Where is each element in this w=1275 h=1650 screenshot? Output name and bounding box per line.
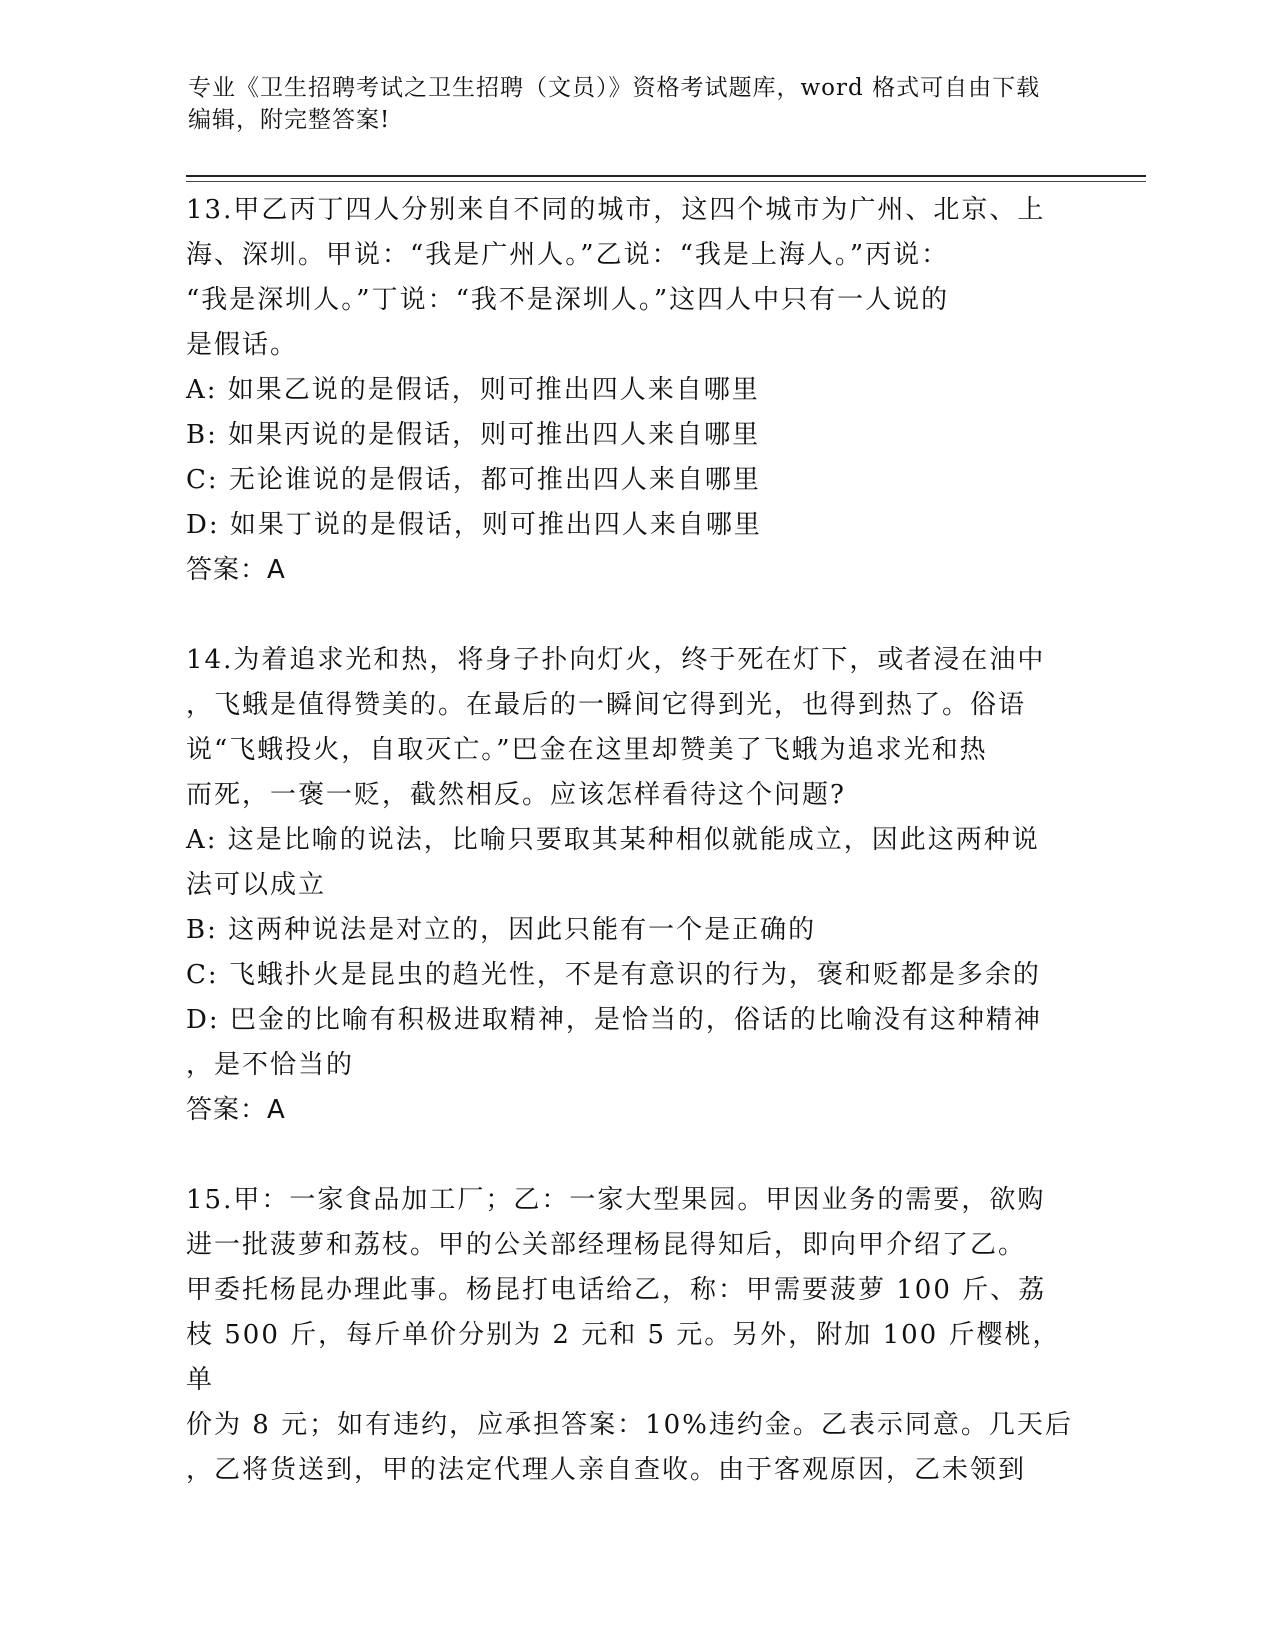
header-divider-thick: [186, 175, 1146, 177]
question-text-line: 13.甲乙丙丁四人分别来自不同的城市，这四个城市为广州、北京、上: [186, 195, 1046, 225]
question-text-line: ，飞蛾是值得赞美的。在最后的一瞬间它得到光，也得到热了。俗语: [186, 690, 1027, 720]
question-14: [186, 638, 1076, 1133]
question-text-line: 枝 500 斤，每斤单价分别为 2 元和 5 元。另外，附加 100 斤樱桃，单: [186, 1320, 1061, 1395]
question-text-line: 说“飞蛾投火，自取灭亡。”巴金在这里却赞美了飞蛾为追求光和热: [186, 735, 988, 765]
option-a: A: 这是比喻的说法，比喻只要取其某种相似就能成立，因此这两种说: [186, 825, 1040, 855]
question-text-line: “我是深圳人。”丁说：“我不是深圳人。”这四人中只有一人说的: [186, 285, 950, 315]
question-list: [186, 188, 1076, 1493]
option-d: D: 巴金的比喻有积极进取精神，是恰当的，俗话的比喻没有这种精神: [186, 1005, 1042, 1035]
question-text-line: 甲委托杨昆办理此事。杨昆打电话给乙，称：甲需要菠萝 100 斤、荔: [186, 1275, 1047, 1305]
option-a: A: 如果乙说的是假话，则可推出四人来自哪里: [186, 375, 760, 405]
question-13: [186, 188, 1076, 593]
question-text-line: 是假话。: [186, 330, 299, 360]
page-header: [188, 72, 1068, 136]
question-15: [186, 1178, 1076, 1493]
question-text-line: 14.为着追求光和热，将身子扑向灯火，终于死在灯下，或者浸在油中: [186, 645, 1046, 675]
option-c: C: 无论谁说的是假话，都可推出四人来自哪里: [186, 465, 761, 495]
option-d-continued: ，是不恰当的: [186, 1050, 355, 1080]
answer-line: 答案：A: [186, 555, 286, 585]
option-b: B: 这两种说法是对立的，因此只能有一个是正确的: [186, 915, 817, 945]
header-line-2: 编辑，附完整答案!: [188, 107, 391, 133]
option-d: D: 如果丁说的是假话，则可推出四人来自哪里: [186, 510, 762, 540]
question-text-line: 价为 8 元；如有违约，应承担答案：10%违约金。乙表示同意。几天后: [186, 1410, 1073, 1440]
option-b: B: 如果丙说的是假话，则可推出四人来自哪里: [186, 420, 761, 450]
header-line-1: 专业《卫生招聘考试之卫生招聘（文员）》资格考试题库，word 格式可自由下载: [188, 75, 1041, 101]
question-text-line: ，乙将货送到，甲的法定代理人亲自查收。由于客观原因，乙未领到: [186, 1455, 1027, 1485]
option-a-continued: 法可以成立: [186, 870, 327, 900]
question-text-line: 而死，一褒一贬，截然相反。应该怎样看待这个问题?: [186, 780, 846, 810]
question-text-line: 15.甲：一家食品加工厂；乙：一家大型果园。甲因业务的需要，欲购: [186, 1185, 1046, 1215]
header-divider-thin: [186, 181, 1146, 182]
question-text-line: 海、深圳。甲说：“我是广州人。”乙说：“我是上海人。”丙说：: [186, 240, 950, 270]
question-text-line: 进一批菠萝和荔枝。甲的公关部经理杨昆得知后，即向甲介绍了乙。: [186, 1230, 1027, 1260]
answer-line: 答案：A: [186, 1095, 286, 1125]
option-c: C: 飞蛾扑火是昆虫的趋光性，不是有意识的行为，褒和贬都是多余的: [186, 960, 1041, 990]
